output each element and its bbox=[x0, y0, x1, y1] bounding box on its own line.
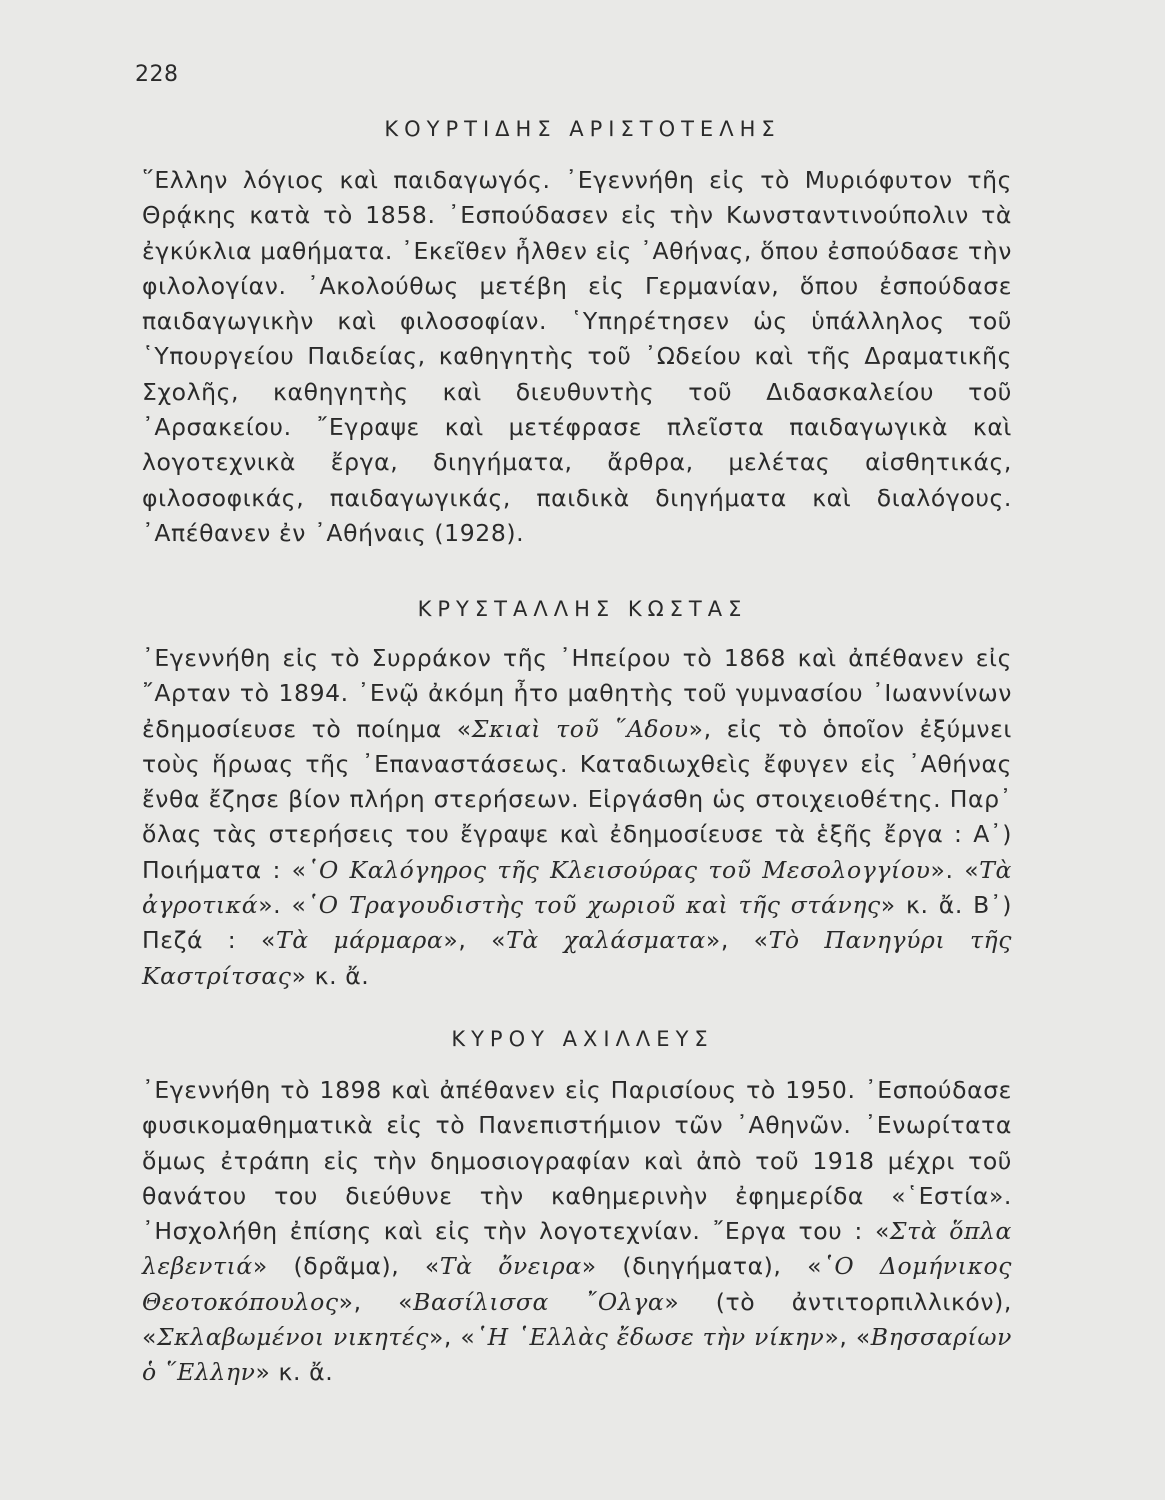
text-segment: », « bbox=[824, 1323, 871, 1352]
work-title: Σκλαβωμένοι νικητές bbox=[156, 1323, 429, 1352]
text-segment: » κ. ἄ. bbox=[291, 961, 370, 990]
entry-text-kourtidis: ῞Ελλην λόγιος καὶ παιδαγωγός. ᾿Εγεννήθη εἰς τὸ Μυριόφυτον τῆς Θρᾴκης κατὰ τὸ 1858. ᾿Εσπούδασεν εἰς τὴν Κωνσταντινούπολιν τὰ ἐγκύκλια μαθήματα. ᾿Εκεῖθεν ἦλθεν εἰς ᾿Αθήνας, ὅπου ἐσπούδασε τὴν φιλολογίαν. ᾿Ακολούθως μετέβη εἰς Γερμανίαν, ὅπου ἐσπούδασε παιδαγωγικὴν καὶ φιλοσοφίαν. ῾Υπηρέτησεν ὡς ὑπάλληλος τοῦ ῾Υπουργείου Παιδείας, καθηγητὴς τοῦ ᾿Ωδείου καὶ τῆς Δραματικῆς Σχολῆς, καθηγητὴς καὶ διευθυντὴς τοῦ Διδασκαλείου τοῦ ᾿Αρσακείου. ῎Εγραψε καὶ μετέφρασε πλεῖστα παιδαγωγικὰ καὶ λογοτεχνικὰ ἔργα, διηγήματα, ἄρθρα, μελέτας αἰσθητικάς, φιλοσοφικάς, παιδαγωγικάς, παιδικὰ διηγήματα καὶ διαλόγους. ᾿Απέθανεν ἐν ᾿Αθήναις (1928). bbox=[142, 166, 1012, 547]
entry-heading-krystallis: ΚΡΥΣΤΑΛΛΗΣ ΚΩΣΤΑΣ bbox=[417, 597, 748, 621]
entry-heading-kyrou: ΚΥΡΟΥ ΑΧΙΛΛΕΥΣ bbox=[451, 1027, 714, 1051]
text-segment: », « bbox=[428, 1323, 476, 1352]
text-segment: », « bbox=[338, 1287, 414, 1316]
text-segment: » κ. ἄ. Β᾿) Πεζά : « bbox=[142, 891, 1012, 955]
text-segment: ». « bbox=[258, 891, 307, 920]
text-segment: », « bbox=[705, 926, 769, 955]
work-title: Σκιαὶ τοῦ ῞Αδου bbox=[471, 714, 689, 743]
work-title: Τὰ ὄνειρα bbox=[439, 1252, 582, 1281]
page-number: 228 bbox=[135, 62, 179, 87]
text-segment: » κ. ἄ. bbox=[255, 1358, 334, 1387]
work-title: Βησσαρίων ὁ ῞Ελλην bbox=[142, 1323, 1012, 1387]
text-segment: ». « bbox=[930, 855, 980, 884]
work-title: ῾Ο Δομήνικος Θεοτοκόπουλος bbox=[142, 1252, 1012, 1316]
text-segment: » (δρᾶμα), « bbox=[252, 1252, 440, 1281]
work-title: ῾Ο Τραγουδιστὴς τοῦ χωριοῦ καὶ τῆς στάνης bbox=[306, 891, 881, 920]
work-title: ῾Ο Καλόγηρος τῆς Κλεισούρας τοῦ Μεσολογγίου bbox=[306, 855, 931, 884]
entry-heading-kourtidis: ΚΟΥΡΤΙΔΗΣ ΑΡΙΣΤΟΤΕΛΗΣ bbox=[384, 117, 781, 141]
work-title: Τὰ χαλάσματα bbox=[506, 926, 706, 955]
text-segment: ᾿Εγεννήθη εἰς τὸ Συρράκον τῆς ᾿Ηπείρου τὸ 1868 καὶ ἀπέθανεν εἰς ῎Αρταν τὸ 1894. ᾿Ενῷ ἀκόμη ἦτο μαθητὴς τοῦ γυμνασίου ᾿Ιωαννίνων ἐδημοσίευσε τὸ ποίημα « bbox=[142, 644, 1012, 743]
text-segment: ᾿Εγεννήθη τὸ 1898 καὶ ἀπέθανεν εἰς Παρισίους τὸ 1950. ᾿Εσπούδασε φυσικομαθηματικὰ εἰς τὸ Πανεπιστήμιον τῶν ᾿Αθηνῶν. ᾿Ενωρίτατα ὅμως ἐτράπη εἰς τὴν δημοσιογραφίαν καὶ ἀπὸ τοῦ 1918 μέχρι τοῦ θανάτου του διεύθυνε τὴν καθημερινὴν ἐφημερίδα «῾Εστία». ᾿Ησχολήθη ἐπίσης καὶ εἰς τὴν λογοτεχνίαν. ῎Εργα του : « bbox=[142, 1076, 1012, 1246]
work-title: Στὰ ὅπλα λεβεντιά bbox=[142, 1217, 1012, 1281]
work-title: Τὸ Πανηγύρι τῆς Καστρίτσας bbox=[142, 926, 1012, 990]
entry-text-krystallis bbox=[142, 641, 1012, 994]
text-segment: » (διηγήματα), « bbox=[581, 1252, 823, 1281]
work-title: Βασίλισσα ῎Ολγα bbox=[413, 1287, 665, 1316]
text-segment: », εἰς τὸ ὁποῖον ἐξύμνει τοὺς ἥρωας τῆς ᾿Επαναστάσεως. Καταδιωχθεὶς ἔφυγεν εἰς ᾿Αθήνας ἔνθα ἔζησε βίον πλήρη στερήσεων. Εἰργάσθη ὡς στοιχειοθέτης. Παρ᾿ ὅλας τὰς στερήσεις του ἔγραψε καὶ ἐδημοσίευσε τὰ ἑξῆς ἔργα : Α᾿) Ποιήματα : « bbox=[142, 714, 1012, 884]
work-title: ῾Η ῾Ελλὰς ἔδωσε τὴν νίκην bbox=[475, 1323, 825, 1352]
text-segment: », « bbox=[443, 926, 507, 955]
work-title: Τὰ ἀγροτικά bbox=[142, 855, 1012, 920]
work-title: Τὰ μάρμαρα bbox=[275, 926, 444, 955]
text-segment: » (τὸ ἀντιτορπιλλικόν), « bbox=[142, 1287, 1012, 1352]
entry-text-kyrou bbox=[142, 1073, 1012, 1391]
